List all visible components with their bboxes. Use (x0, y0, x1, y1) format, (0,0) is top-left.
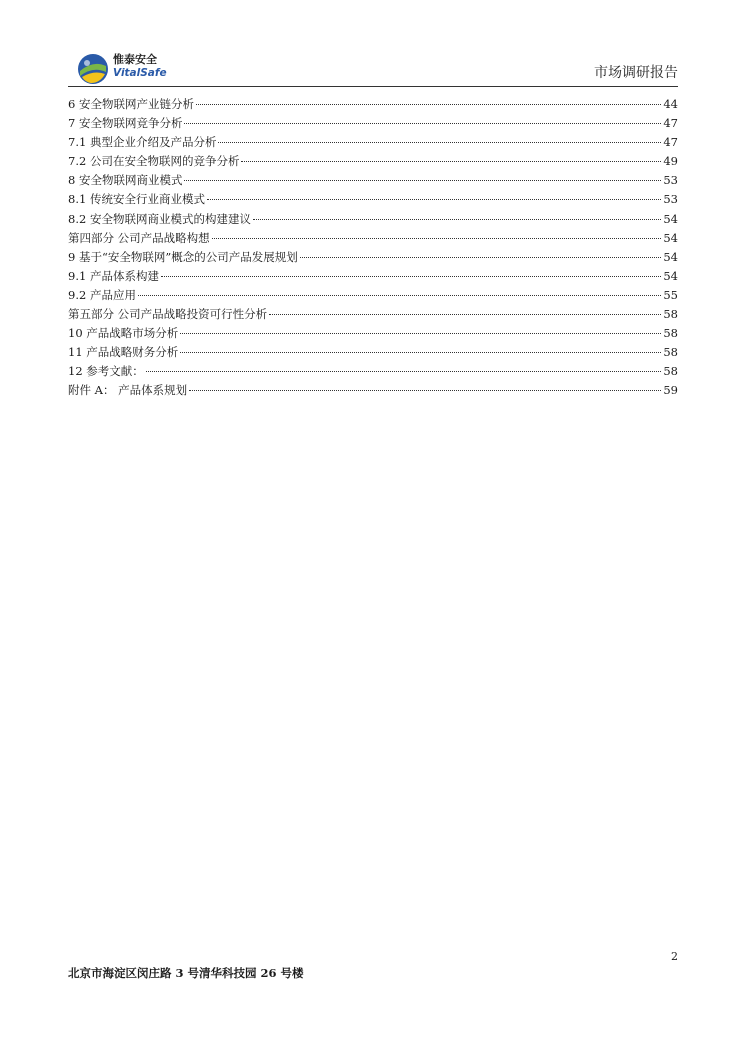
toc-entry-page: 54 (663, 268, 678, 283)
toc-entry[interactable] (68, 362, 678, 381)
toc-entry-number: 9 (68, 249, 76, 264)
toc-entry[interactable] (68, 305, 678, 324)
toc-dot-leader (180, 333, 661, 334)
footer-address: 北京市海淀区闵庄路 3 号清华科技园 26 号楼 (68, 966, 304, 980)
toc-entry-page: 54 (663, 211, 678, 226)
toc-entry[interactable] (68, 229, 678, 248)
toc-entry-page: 47 (663, 135, 678, 150)
toc-entry-number: 6 (68, 97, 76, 111)
toc-entry-title: 安全物联网竞争分析 (78, 116, 183, 131)
toc-entry-title: 基于“安全物联网”概念的公司产品发展规划 (78, 249, 298, 264)
toc-entry-number: 10 (68, 326, 83, 341)
toc-dot-leader (180, 352, 661, 353)
logo-chinese-name: 惟泰安全 (113, 53, 157, 66)
toc-entry-page: 49 (663, 154, 678, 169)
logo-english-name: VitalSafe (113, 67, 167, 79)
toc-dot-leader (146, 371, 662, 372)
toc-entry-number: 11 (68, 345, 83, 360)
company-logo (76, 52, 176, 86)
page-header (68, 50, 678, 90)
toc-entry[interactable] (68, 152, 678, 171)
toc-entry-title: 公司产品战略投资可行性分析 (117, 307, 268, 322)
toc-entry-title: 公司在安全物联网的竞争分析 (89, 154, 240, 169)
toc-entry-title: 公司产品战略构想 (117, 230, 210, 245)
toc-dot-leader (269, 314, 661, 315)
toc-entry[interactable] (68, 95, 678, 114)
toc-dot-leader (253, 219, 661, 220)
toc-entry-page: 53 (663, 173, 678, 188)
toc-entry[interactable] (68, 286, 678, 305)
toc-entry-page: 53 (663, 192, 678, 207)
toc-dot-leader (161, 276, 661, 277)
toc-entry-title: 典型企业介绍及产品分析 (89, 135, 217, 150)
toc-entry-title: 产品战略财务分析 (86, 345, 179, 360)
toc-dot-leader (196, 104, 661, 105)
toc-entry-title: 产品战略市场分析 (86, 326, 179, 341)
toc-entry-number: 第五部分 (68, 307, 114, 322)
toc-dot-leader (189, 390, 661, 391)
toc-entry[interactable] (68, 324, 678, 343)
toc-entry[interactable] (68, 133, 678, 152)
toc-entry-number: 第四部分 (68, 230, 114, 245)
toc-entry-page: 47 (663, 116, 678, 131)
header-divider (68, 86, 678, 87)
toc-entry-page: 55 (663, 287, 678, 302)
toc-entry-title: 传统安全行业商业模式 (89, 192, 205, 207)
toc-dot-leader (241, 161, 661, 162)
toc-entry[interactable] (68, 190, 678, 209)
toc-entry[interactable] (68, 381, 678, 400)
toc-entry-number: 9.1 (68, 268, 87, 283)
vitalsafe-globe-logo-icon (76, 52, 110, 86)
toc-entry[interactable] (68, 210, 678, 229)
toc-entry-title: 安全物联网商业模式的构建建议 (89, 211, 251, 226)
toc-entry[interactable] (68, 267, 678, 286)
toc-entry-page: 58 (663, 326, 678, 341)
toc-dot-leader (184, 123, 661, 124)
toc-entry-number: 7 (68, 116, 76, 131)
toc-entry-number: 8.1 (68, 192, 87, 207)
toc-entry[interactable] (68, 248, 678, 267)
toc-entry-page: 58 (663, 345, 678, 360)
toc-dot-leader (184, 180, 661, 181)
toc-entry[interactable] (68, 343, 678, 362)
toc-entry-title: 参考文献： (86, 364, 144, 379)
toc-entry-page: 59 (663, 383, 678, 398)
page-number: 2 (671, 950, 678, 963)
toc-dot-leader (300, 257, 662, 258)
toc-entry-number: 8 (68, 173, 76, 188)
toc-entry-number: 8.2 (68, 211, 87, 226)
toc-dot-leader (212, 238, 662, 239)
toc-entry-number: 附件 A： (68, 383, 115, 398)
table-of-contents (68, 95, 678, 401)
toc-dot-leader (207, 199, 661, 200)
toc-entry-number: 9.2 (68, 287, 87, 302)
toc-entry-page: 54 (663, 249, 678, 264)
toc-dot-leader (138, 295, 661, 296)
toc-entry-number: 12 (68, 364, 83, 379)
toc-dot-leader (218, 142, 661, 143)
toc-entry-page: 58 (663, 364, 678, 379)
toc-entry-title: 产品体系构建 (89, 268, 159, 283)
toc-entry[interactable] (68, 114, 678, 133)
toc-entry[interactable] (68, 171, 678, 190)
toc-entry-title: 产品体系规划 (118, 383, 188, 398)
toc-entry-title: 产品应用 (89, 287, 136, 302)
toc-entry-page: 44 (663, 97, 678, 111)
toc-entry-number: 7.2 (68, 154, 87, 169)
report-title: 市场调研报告 (594, 65, 678, 81)
toc-entry-title: 安全物联网产业链分析 (78, 97, 194, 111)
toc-entry-title: 安全物联网商业模式 (78, 173, 183, 188)
toc-entry-number: 7.1 (68, 135, 87, 150)
toc-entry-page: 58 (663, 307, 678, 322)
toc-entry-page: 54 (663, 230, 678, 245)
